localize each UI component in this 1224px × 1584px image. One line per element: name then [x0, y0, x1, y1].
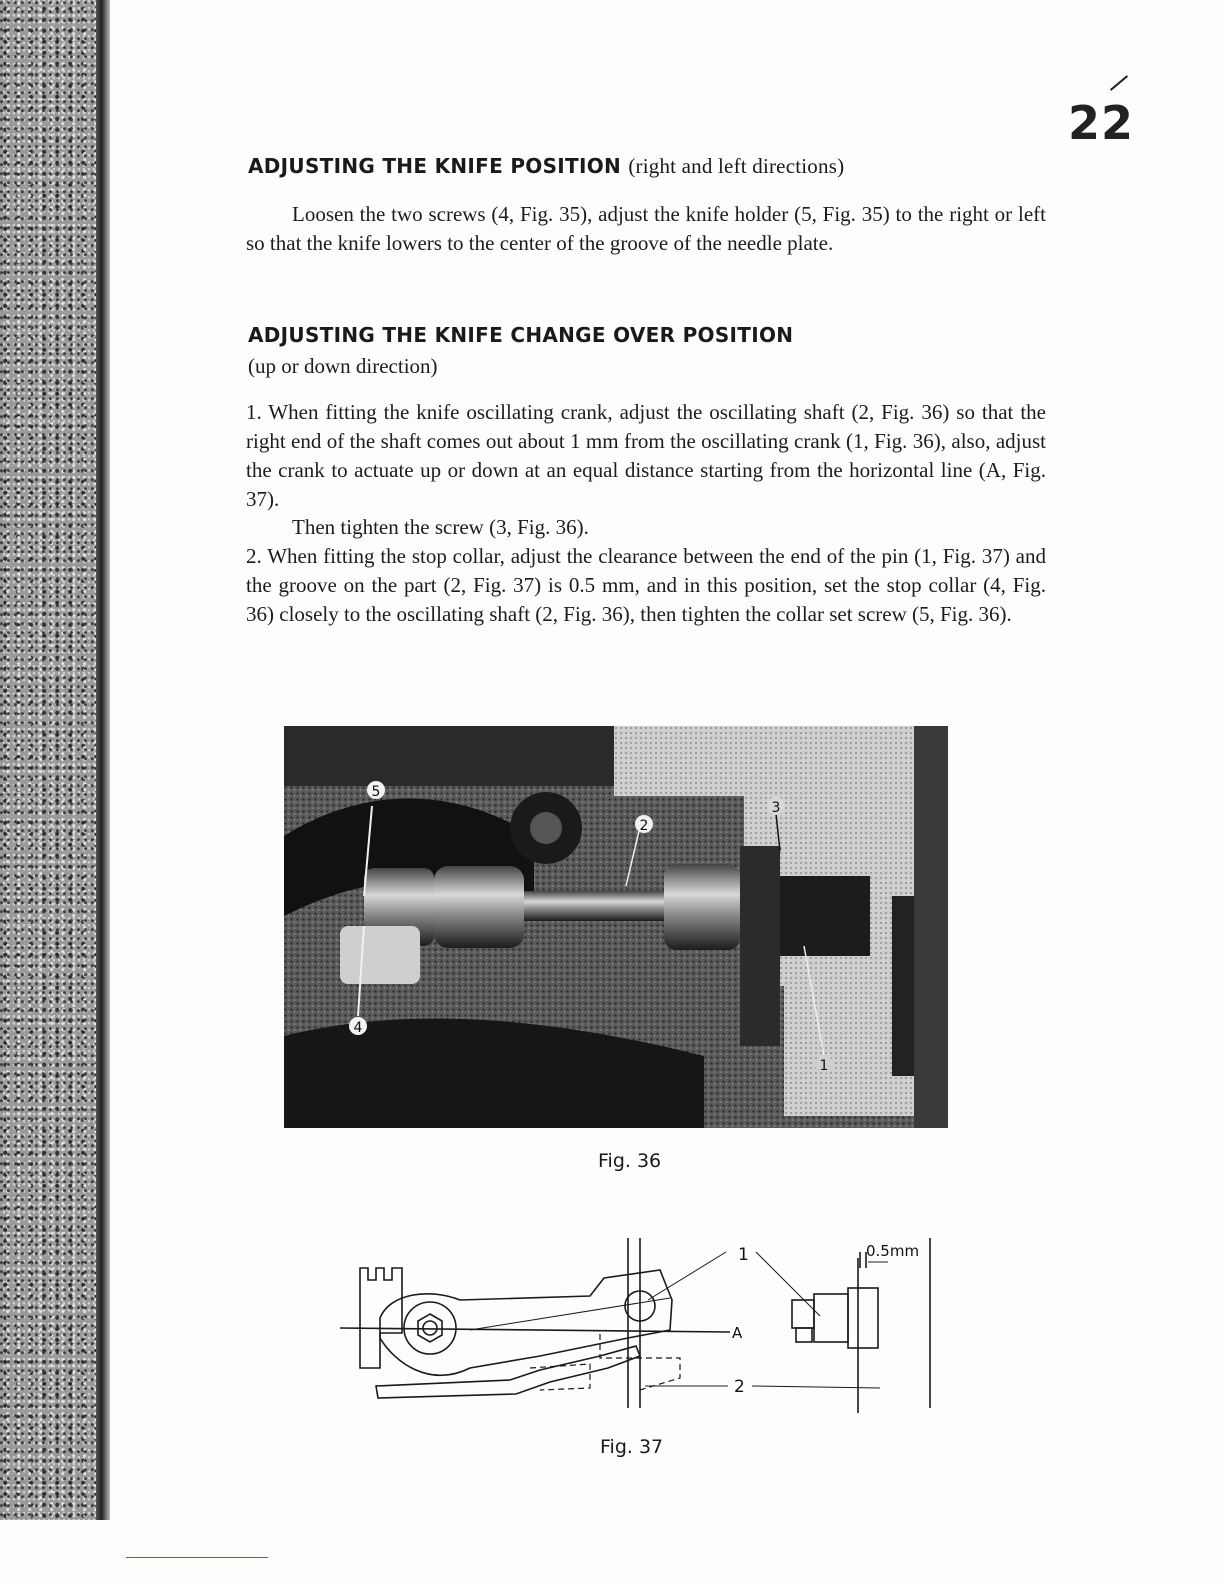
fig-37-label-pin: 1 [738, 1245, 749, 1265]
heading-knife-change-over-title: ADJUSTING THE KNIFE CHANGE OVER POSITION [248, 323, 794, 347]
page-number [1068, 96, 1134, 150]
fig-37-caption: Fig. 37 [600, 1436, 664, 1458]
step-1-followup: Then tighten the screw (3, Fig. 36). [292, 515, 589, 539]
fig-36-callout-4: 4 [353, 1020, 363, 1036]
heading-knife-position-note: (right and left directions) [628, 154, 845, 178]
fig-36-callout-5: 5 [371, 784, 381, 800]
footer-rule [126, 1557, 268, 1558]
page-number-mark [1110, 75, 1128, 91]
heading-knife-change-over [248, 323, 793, 347]
knife-position-paragraph: Loosen the two screws (4, Fig. 35), adjust the knife holder (5, Fig. 35) to the right or left so that the knife lowers to the center of the groove of the needle plate. [246, 202, 1046, 255]
fig-36-photo [284, 726, 948, 1128]
fig-36-caption: Fig. 36 [598, 1150, 662, 1172]
fig-37-label-part: 2 [734, 1377, 745, 1397]
heading-knife-position-title: ADJUSTING THE KNIFE POSITION [248, 154, 622, 178]
heading-knife-change-over-note: (up or down direction) [248, 354, 438, 378]
binding-edge [96, 0, 110, 1520]
fig-36-callout-2: 2 [639, 818, 649, 834]
fig-37-clearance-label: 0.5mm [866, 1242, 920, 1260]
step-1-paragraph: 1. When fitting the knife oscillating crank, adjust the oscillating shaft (2, Fig. 36) so that the right end of the shaft comes out about 1 mm from the oscillating crank (1, Fig. 36), also, adjust the crank to actuate up or down at an equal distance starting from the horizontal line (A, Fig. 37). [246, 400, 1046, 511]
fig-36-callout-3: 3 [771, 800, 781, 816]
page-number-text: 22 [1068, 96, 1135, 150]
fig-37-label-line-a: A [732, 1324, 743, 1342]
fig-36-callout-1: 1 [819, 1058, 829, 1074]
fig-36-illustration [284, 726, 948, 1128]
fig-37-diagram [340, 1238, 940, 1418]
fig-37-illustration [340, 1238, 940, 1418]
heading-knife-position [248, 154, 844, 179]
step-2-paragraph: 2. When fitting the stop collar, adjust the clearance between the end of the pin (1, Fig. 37) and the groove on the part (2, Fig. 37) is 0.5 mm, and in this position, set the stop collar (4, Fig. 36) closely to the oscillating shaft (2, Fig. 36), then tighten the collar set screw (5, Fig. 36). [246, 544, 1046, 626]
binding-strip [0, 0, 108, 1520]
